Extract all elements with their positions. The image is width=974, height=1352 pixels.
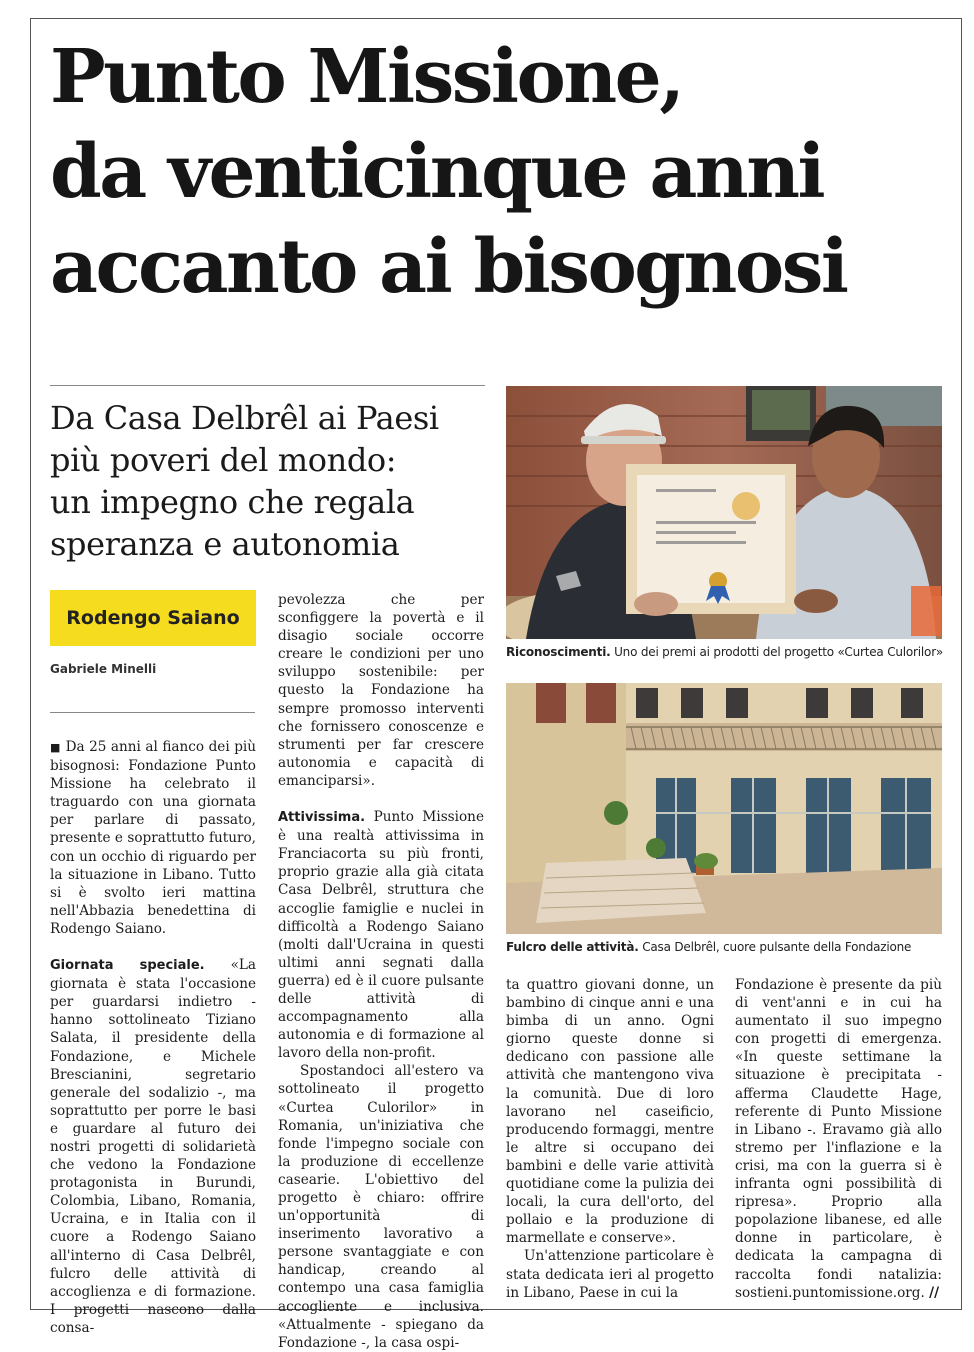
subheadline-line: più poveri del mondo:: [50, 441, 397, 479]
photo-caption-awards: [506, 645, 943, 659]
caption-lead: Fulcro delle attività.: [506, 940, 639, 954]
subheadline-line: Da Casa Delbrêl ai Paesi: [50, 399, 439, 437]
author-byline: Gabriele Minelli: [50, 662, 157, 676]
headline-line: Punto Missione,: [50, 34, 683, 120]
subheadline: [50, 397, 490, 565]
article-column-2: [278, 591, 484, 1352]
square-bullet-icon: ■: [50, 741, 61, 754]
headline: [50, 30, 950, 315]
article-column-1: [50, 738, 256, 1337]
casa-delbrel-photo-illustration: [506, 683, 942, 934]
article-column-3: [506, 976, 714, 1302]
awards-photo-illustration: [506, 386, 942, 639]
article-paragraph: [735, 976, 942, 1302]
article-paragraph: ta quattro giovani donne, un bambino di cinque anni e una bimba di un anno. Ogni giorno queste donne si dedicano con passione alle attività che mantengono viva la comunità. Due di loro lavorano nel caseificio, producendo formaggi, mentre le altre si occupano dei bambini e delle varie attività quotidiane come la pulizia dei locali, la cura dell'orto, del pollaio e la produzione di marmellate e conserve».: [506, 977, 714, 1247]
byline-rule: [50, 712, 255, 713]
caption-text: Casa Delbrêl, cuore pulsante della Fondazione: [642, 940, 912, 954]
subheadline-line: speranza e autonomia: [50, 525, 400, 563]
article-paragraph: [278, 808, 484, 1062]
caption-text: Uno dei premi ai prodotti del progetto «Curtea Culorilor»: [614, 645, 944, 659]
article-paragraph: Un'attenzione particolare è stata dedicata ieri al progetto in Libano, Paese in cui la: [506, 1248, 714, 1301]
paragraph-text: Punto Missione è una realtà attivissima in Franciacorta su più fronti, proprio grazie alla già citata Casa Delbrêl, struttura che accoglie famiglie e nuclei in difficoltà a Rodengo Saiano (molti dall'Ucraina in questi ultimi anni segnati dalla guerra) ed è il cuore pulsante delle attività di accompagnamento alla autonomia e di formazione al lavoro della non-profit.: [278, 809, 484, 1062]
photo-awards: [506, 386, 942, 639]
article-paragraph: [50, 956, 256, 1337]
paragraph-text: «La giornata è stata l'occasione per guardarsi indietro - hanno sottolineato Tiziano Salata, il presidente della Fondazione, e Michele Brescianini, segretario generale del sodalizio -, ma soprattutto per porre le basi e guardare al futuro dei nostri progetti di solidarietà che vedono la Fondazione protagonista in Burundi, Colombia, Libano, Romania, Ucraina, e in Italia con il cuore a Rodengo Saiano all'interno di Casa Delbrêl, fulcro delle attività di accoglienza e di formazione. I progetti nascono dalla consa-: [50, 957, 257, 1336]
paragraph-text: Da 25 anni al fianco dei più bisognosi: Fondazione Punto Missione ha celebrato il traguardo con una giornata per parlare di passato, presente e soprattutto futuro, con un occhio di riguardo per la situazione in Libano. Tutto si è svolto ieri mattina nell'Abbazia benedettina di Rodengo Saiano.: [50, 739, 256, 937]
article-paragraph: Spostandoci all'estero va sottolineato il progetto «Curtea Culorilor» in Romania, un'iniziativa che fonde l'impegno sociale con la produzione di eccellenze casearie. L'obiettivo del progetto è chiaro: offrire un'opportunità di inserimento lavorativo a persone svantaggiate e con handicap, creando al contempo una casa famiglia accogliente e inclusiva. «Attualmente - spiegano da Fondazione -, la casa ospi-: [278, 1063, 484, 1351]
paragraph-lead: Giornata speciale.: [50, 958, 205, 974]
caption-lead: Riconoscimenti.: [506, 645, 611, 659]
article-column-4: [735, 976, 942, 1302]
headline-line: accanto ai bisognosi: [50, 224, 847, 310]
article-paragraph: pevolezza che per sconfiggere la povertà e il disagio sociale occorre creare le condizioni per uno sviluppo sostenibile: per questo la Fondazione ha sempre promosso interventi che fornissero conoscenze e strumenti per far crescere autonomia e capacità di emanciparsi».: [278, 592, 484, 789]
paragraph-lead: Attivissima.: [278, 810, 366, 826]
article-paragraph: [50, 738, 256, 938]
photo-casa-delbrel: [506, 683, 942, 934]
paragraph-text: Fondazione è presente da più di vent'anni e in cui ha aumentato il suo impegno con progetti di emergenza. «In queste settimane la situazione è precipitata - afferma Claudette Hage, referente di Punto Missione in Libano -. Eravamo già allo stremo per l'inflazione e la crisi, ma con la guerra si è infranta ogni possibilità di ripresa». Proprio alla popolazione libanese, ed alle donne in particolare, è dedicata la campagna di raccolta fondi natalizia: sostieni.puntomissione.org.: [735, 977, 942, 1301]
subhead-top-rule: [50, 385, 485, 386]
headline-line: da venticinque anni: [50, 129, 824, 215]
end-mark: //: [929, 1284, 940, 1301]
subheadline-line: un impegno che regala: [50, 483, 415, 521]
location-badge: Rodengo Saiano: [50, 590, 256, 646]
photo-caption-casa-delbrel: [506, 940, 911, 954]
